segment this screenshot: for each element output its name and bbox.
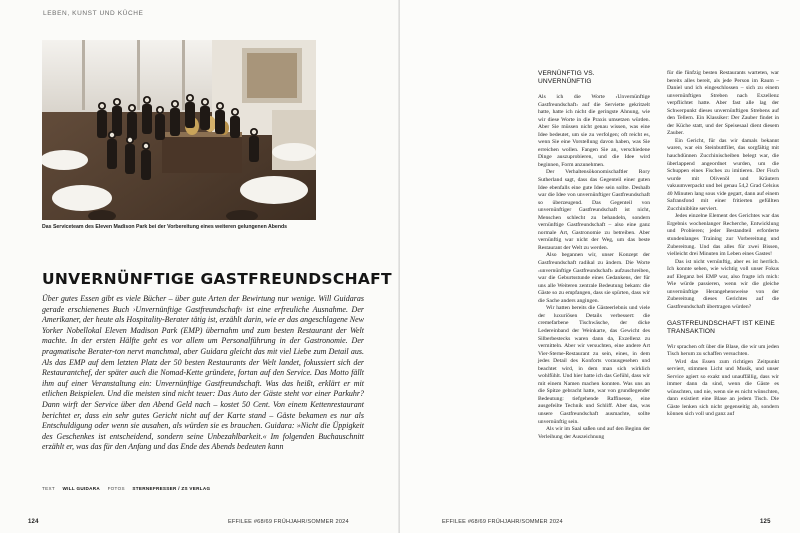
paragraph: Wird das Essen zum richtigen Zeitpunkt serviert, stimmen Licht und Musik, und unser Service agiert so exakt und unauffällig, dass wir immer dann da sind, wenn die Gäste es wünschten, und nie, wenn sie es nicht wünschten, dann existiert eine Blase an jedem Tisch. Die Gäste lenken sich nicht gegenseitig ab, sondern können sich voll und ganz auf (667, 358, 779, 418)
photo-credit-source: STERNEFRESSER / ZS VERLAG (132, 486, 211, 491)
article-headline: UNVERNÜNFTIGE GASTFREUNDSCHAFT (42, 270, 392, 288)
paragraph: Als wir im Saal saßen und auf den Beginn der Verleihung der Auszeichnung (538, 426, 650, 440)
photo-credit-label: FOTOS (107, 486, 125, 491)
left-footer-magazine: EFFILEE #68/69 FRÜHJAHR/SOMMER 2024 (228, 519, 349, 525)
paragraph: Der Verhaltensökonomischaftler Rory Sutherland sagt, dass das Gegenteil einer guten Idee ebenfalls eine gute Idee sein sollte. Deshalb war die Idee von unvernünftiger Gastfreundschaft so überzeugend. Das Gegenteil von unvernünftiger Gastfreundschaft ist nicht, Menschen schlecht zu behandeln, sondern vernünftige Gastfreundschaft – also eine ganz normale Art, Gastronomie zu betreiben. Aber vernünftig war nicht der Weg, um das beste Restaurant der Welt zu werden. (538, 169, 650, 251)
paragraph: Das ist nicht vernünftig, aber es ist herrlich. Ich konnte sehen, wie wichtig voll unser Fokus auf Eleganz bei EMP war, also fragte ich mich: Wie würde passieren, wenn wir die gleiche unvernünftige Herangehensweise von der Zubereitung dieses Gerichtes auf die Gastfreundschaft übertragen würden? (667, 258, 779, 310)
section-label: LEBEN, KUNST UND KÜCHE (43, 10, 144, 17)
right-page (400, 0, 800, 533)
subheading-2: GASTFREUNDSCHAFT IST KEINE TRANSAKTION (667, 319, 775, 335)
article-column-1 (538, 70, 650, 441)
subheading-1: VERNÜNFTIG VS. UNVERNÜNFTIG (538, 70, 595, 85)
paragraph: Wir hatten bereits die Gästeerlebnis und viele der luxuriösen Details verbessert: die cremefarbene Tischwäsche, der dicke Ledereinband der Weinkarte, das Gewicht des Silberbestecks waren dann da, Exzellenz zu vermitteln. Aber wir versuchten, eine andere Art Vier-Sterne-Restaurant zu sein, eines, in dem jedes Detail des Konforts vorausgesehen und beachtet wird, in dem man sich wirklich wohlfühlt. Und hier hatte ich das Gefühl, dass wir mit einem Namen machen konnten. Was uns an die Spitze gebracht hatte, war von grundlegender Bedeutung: tiefgehende Raffinesse, eine ausgefeilte Technik und Schliff. Aber das, was unsere Gastfreundschaft ausmachte, sollte unvernünftig sein. (538, 305, 650, 425)
photo-caption: Das Serviceteam des Eleven Madison Park bei der Vorbereitung eines weiteren gelungenen Abends (42, 224, 288, 230)
paragraph: Jedes einzelne Element des Gerichtes war das Ergebnis wochenlanger Recherche, Entwicklung und Probieren; jeder Bestandteil erforderte stundenlanges Training zur Vorbereitung und Zubereitung. Und das alles für zwei Bissen, vielleicht drei Minuten im Leben eines Gastes! (667, 213, 779, 258)
left-page-number: 124 (28, 519, 39, 525)
credits (42, 486, 216, 491)
paragraph: Also begannen wir, unser Konzept der Gastfreundschaft radikal zu ändern. Die Worte ›unvernünftige Gastfreundschaft‹ aufzuschreiben, war die Geburtsstunde eines Gedankens, der für uns alle Weiteren zentrale Bedeutung bekam: die Gäste so zu empfangen, dass sie spürten, dass wir die Sache anders angingen. (538, 252, 650, 304)
article-column-2 (667, 70, 779, 419)
text-credit-label: TEXT (42, 486, 55, 491)
paragraph: für die fünfzig besten Restaurants warteten, war bereits alles bereit, als jede Person im Raum – Daniel und ich eingeschlossen – sich zu einem unvernünftigen Streben nach Exzellenz verpflichtet hatte. Aber fast alle lag der Schwerpunkt dieses unvernünftigen Strebens auf den Tellern. Ein Klassiker: Der Zauber findet in der Küche statt, und der Speisesaal dient diesem Zauber. (667, 70, 779, 137)
paragraph: Ein Gericht, für das wir damals bekannt waren, war ein Steinbuttfilet, das sorgfältig mit hauchdünnen Zucchinischeiben belegt war, die überlappend angeordnet wurden, um die Schuppen eines Fisches zu imitieren. Der Fisch wurde mit Olivenöl und Kräutern vakuumverpackt und bei genau 54,2 Grad Celsius 40 Minuten lang sous vide gegart, dann auf einem Safransfond mit einer fritierten gefüllten Zucchiniblüte serviert. (667, 137, 780, 212)
right-page-number: 125 (760, 519, 771, 525)
service-team-photo (42, 40, 316, 220)
article-lede: Über gutes Essen gibt es viele Bücher – über gute Arten der Bewirtung nur wenige. Will Guidaras gerade erschienenes Buch ›Unvernünftige Gastfreundschaft‹ ist eine erfreuliche Ausnahme. Der Amerikaner, der heute als Hospitality-Berater tätig ist, erzählt darin, wie er das angeschlagene New Yorker Nobellokal Eleven Madison Park (EMP) übernahm und zum besten Restaurant der Welt machte. In der ersten Hälfte geht es vor allem um Personalführung in der Gastronomie. Der pragmatische Berater-ton nervt manchmal, aber Guidara gleicht das mit viel Liebe zum Detail aus. Als das EMP auf dem letzten Platz der 50 besten Restaurants der Welt landet, fokussiert sich der Restaurantchef, der später auch die Nomad-Kette gründete, fortan auf den Service. Das Motto fällt ihm auf einer Veranstaltung ein: Unvernünftige Gastfreundschaft. Was das heißt, erklärt er mit etlichen Beispielen. Und die meisten sind nicht teuer: Das Auto der Gäste steht vor einer Parkuhr? Dann wirft der Service über den Abend Geld nach – kostet 50 Cent. Von einem Kettenrestaurant berichtet er, dass ein sehr gutes Gericht nicht auf der Karte stand – Gäste bekamen es nur als Entschuldigung oder wenn sie ausahen, als würden sie es brauchen. Guidara: »Nicht die Üppigkeit des Geschenkes ist entscheidend, sondern seine Unbezahlbarkeit.« Im folgenden Buchauschnitt erzählt er, was das für den Anfang und das Ende des Abends bedeuten kann (42, 294, 364, 452)
right-footer-magazine: EFFILEE #68/69 FRÜHJAHR/SOMMER 2024 (442, 519, 563, 525)
text-credit-author: WILL GUIDARA (62, 486, 100, 491)
paragraph: Wir sprachen oft über die Blase, die wir um jeden Tisch herum zu schaffen versuchten. (667, 343, 779, 358)
paragraph: Als ich die Worte ›Unvernünftige Gastfreundschaft‹ auf die Serviette gekritzelt hatte, hatte ich nicht die geringste Ahnung, wie wir diese Worte in die Praxis umsetzen würden. Aber Sie müssen nicht genau wissen, was eine Idee bedeutet, um sie zu verfolgen; oft reicht es, wenn Sie eine Vorstellung davon haben, was Sie erreichen wollen. Fangen Sie an, verschiedene Dinge auszuprobieren, und die Idee wird beginnen, Form anzunehmen. (538, 94, 650, 168)
